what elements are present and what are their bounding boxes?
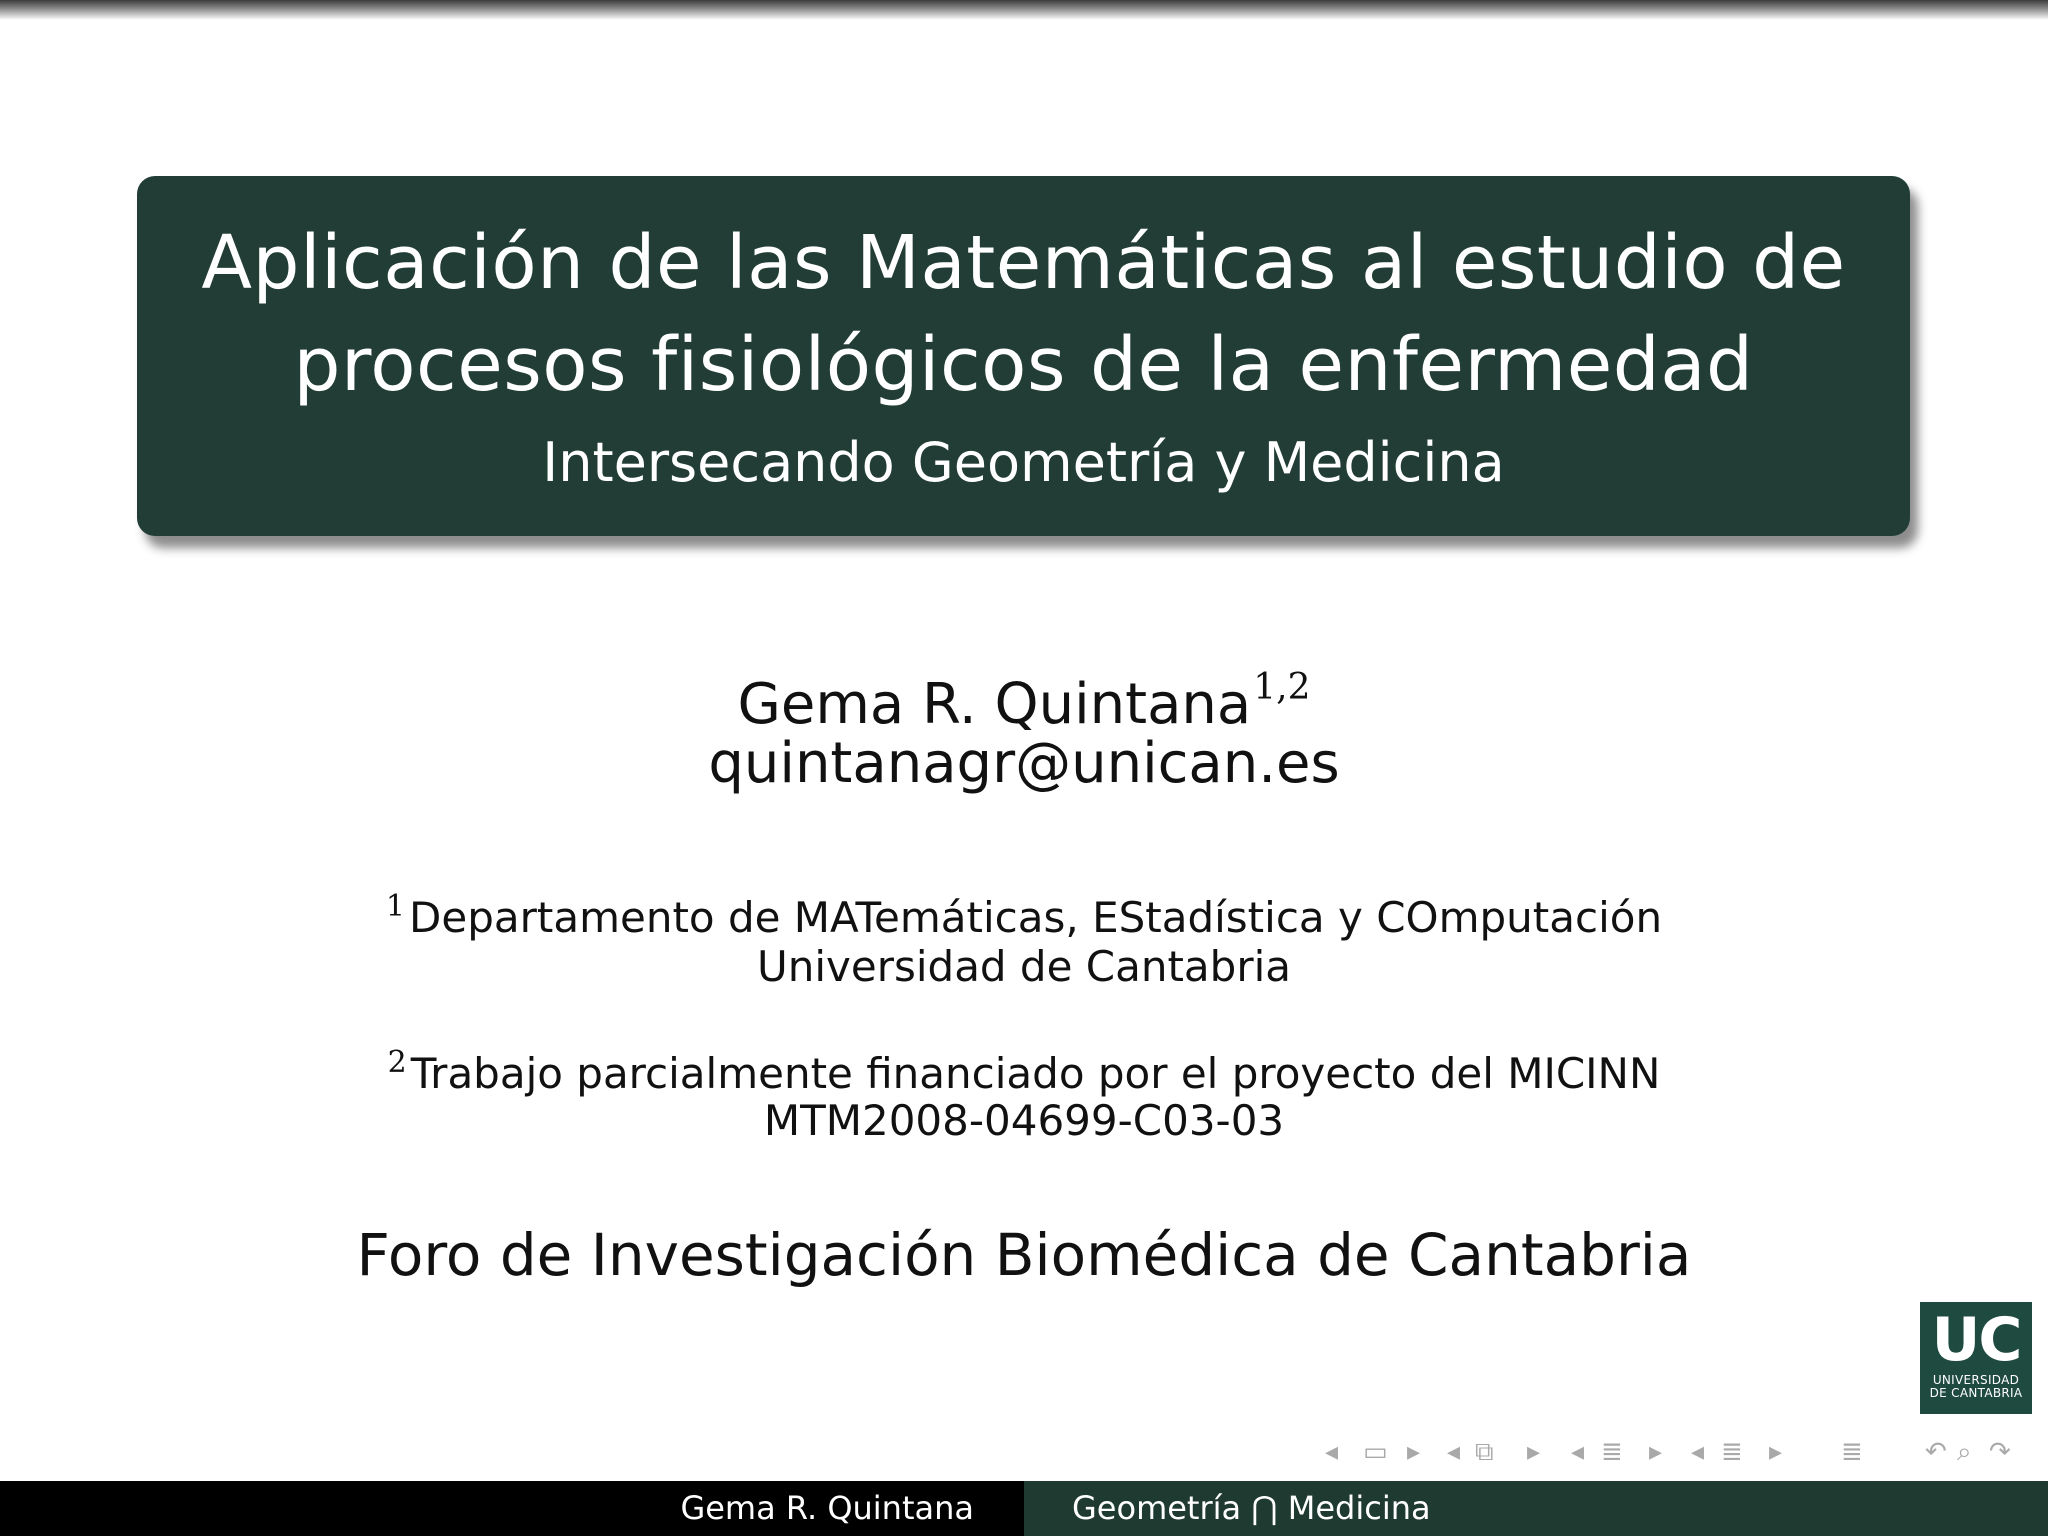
prev-section-icon[interactable]: ◂ <box>1691 1437 1705 1467</box>
logo-text-line-2: DE CANTABRIA <box>1929 1386 2023 1400</box>
footer-bar <box>0 1481 2048 1536</box>
redo-icon[interactable]: ↷ <box>1989 1437 2011 1467</box>
slide-icon[interactable]: ▭ <box>1363 1437 1388 1467</box>
prev-subsection-icon[interactable]: ◂ <box>1571 1437 1585 1467</box>
author-affiliation-marks: 1,2 <box>1253 667 1311 708</box>
next-subsection-icon[interactable]: ▸ <box>1649 1437 1663 1467</box>
affiliation-2-project: MTM2008-04699-C03-03 <box>763 1096 1285 1145</box>
section-icon[interactable]: ≣ <box>1721 1437 1743 1467</box>
affiliation-1 <box>0 880 2048 945</box>
title-line-2: procesos fisiológicos de la enfermedad <box>293 322 1754 408</box>
prev-frame-icon[interactable]: ◂ <box>1447 1437 1461 1467</box>
subtitle: Intersecando Geometría y Medicina <box>542 431 1505 494</box>
logo-text-line-1: UNIVERSIDAD <box>1932 1373 2020 1387</box>
next-slide-icon[interactable]: ▸ <box>1407 1437 1421 1467</box>
affiliation-2-text: Trabajo parcialmente financiado por el proyecto del MICINN <box>410 1049 1661 1098</box>
footer-author: Gema R. Quintana <box>0 1481 1024 1536</box>
title-block <box>137 176 1910 536</box>
toc-icon[interactable]: ≣ <box>1841 1437 1863 1467</box>
author-email: quintanagr@unican.es <box>708 731 1340 796</box>
prev-slide-icon[interactable]: ◂ <box>1325 1437 1339 1467</box>
affiliation-1-text: Departamento de MATemáticas, EStadística y COmputación <box>409 893 1663 942</box>
search-icon[interactable]: ⌕ <box>1957 1437 1972 1467</box>
affiliation-1-mark: 1 <box>385 889 406 924</box>
author-name: Gema R. Quintana <box>737 672 1252 737</box>
university-logo <box>1920 1302 2032 1414</box>
top-shadow-rule <box>0 0 2048 20</box>
event-name: Foro de Investigación Biomédica de Cantabria <box>356 1221 1692 1289</box>
next-frame-icon[interactable]: ▸ <box>1527 1437 1541 1467</box>
affiliation-2-mark: 2 <box>387 1045 407 1080</box>
affiliation-2 <box>0 1036 2048 1101</box>
undo-icon[interactable]: ↶ <box>1925 1437 1947 1467</box>
title-line-1: Aplicación de las Matemáticas al estudio de <box>201 220 1846 306</box>
beamer-navigation-bar <box>1325 1434 2035 1470</box>
logo-mark: UC <box>1931 1305 2021 1375</box>
subsection-icon[interactable]: ≣ <box>1601 1437 1623 1467</box>
footer-short-title: Geometría ⋂ Medicina <box>1024 1481 2048 1536</box>
next-section-icon[interactable]: ▸ <box>1769 1437 1783 1467</box>
frame-icon[interactable]: ⧉ <box>1475 1437 1494 1467</box>
affiliation-1-institution: Universidad de Cantabria <box>756 942 1292 991</box>
